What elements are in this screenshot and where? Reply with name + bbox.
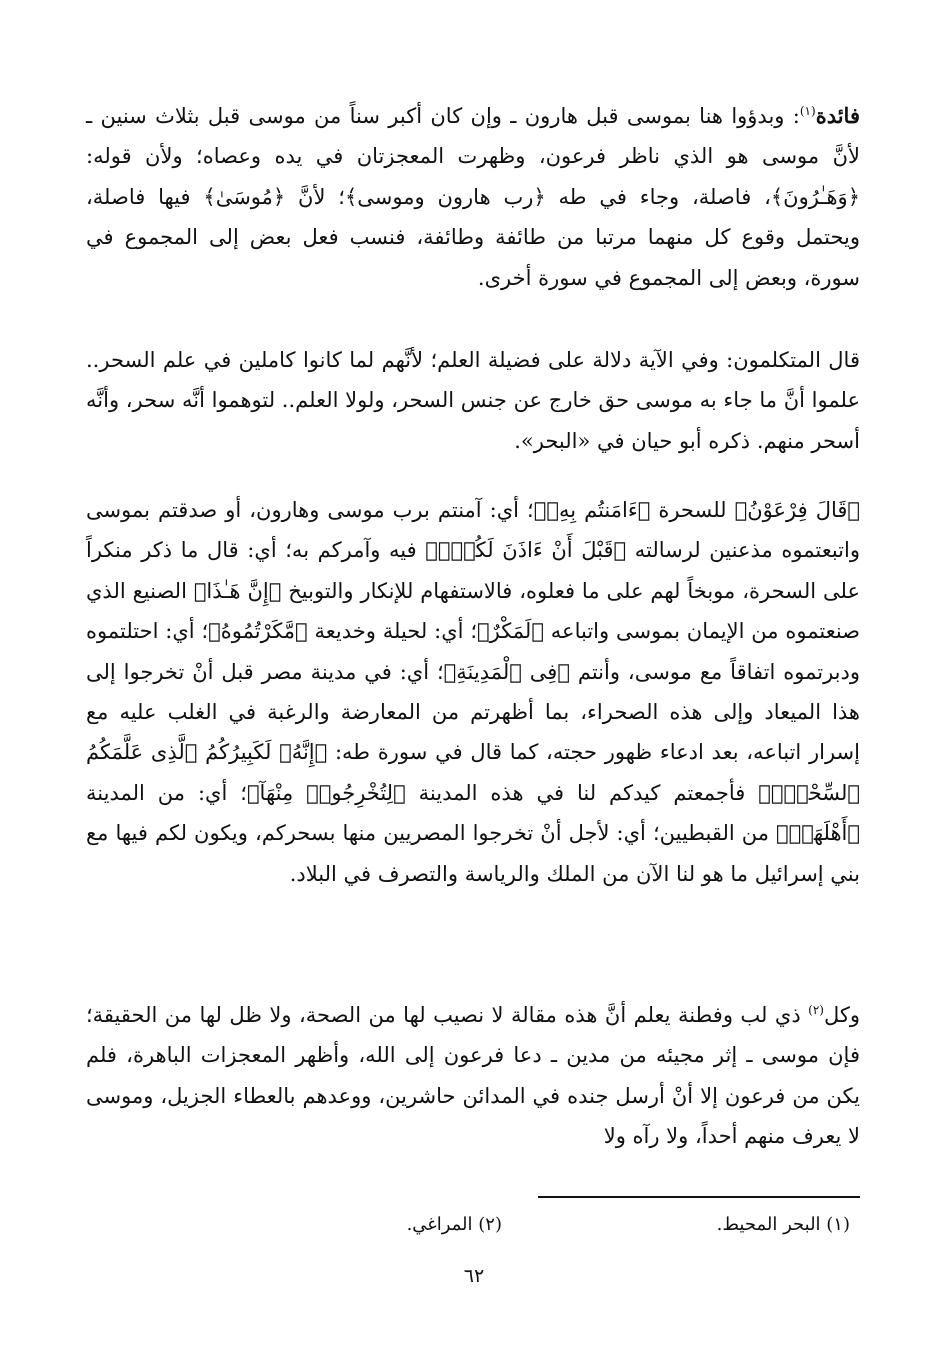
paragraph-benefit [86, 96, 860, 298]
paragraph-reasoning [86, 995, 860, 1157]
paragraph-text: : وبدؤوا هنا بموسى قبل هارون ـ وإن كان أكبر سناً من موسى قبل بثلاث سنين ـ لأنَّ موسى هو الذي ناظر فرعون، وظهرت المعجزتان في يده وعصاه؛ ولأن قوله: ﴿وَهَـٰرُونَ﴾، فاصلة، وجاء في طه ﴿رب هارون وموسى﴾؛ لأنَّ ﴿مُوسَىٰ﴾ فيها فاصلة، ويحتمل وقوع كل منهما مرتبا من طائفة وطائفة، فنسب فعل بعض إلى المجموع في سورة، وبعض إلى المجموع في سورة أخرى. [86, 104, 860, 290]
paragraph-theologians [86, 340, 860, 461]
paragraph-text: ذي لب وفطنة يعلم أنَّ هذه مقالة لا نصيب لها من الصحة، ولا ظل لها من الحقيقة؛ فإن موسى ـ إثر مجيئه من مدين ـ دعا فرعون إلى الله، وأظهر المعجزات الباهرة، فلم يكن من فرعون إلا أنْ أرسل جنده في المدائن حاشرين، ووعدهم بالعطاء الجزيل، وموسى لا يعرف منهم أحداً، ولا رآه ولا [86, 1003, 860, 1149]
footnote-ref-2: (٢) [808, 1003, 824, 1017]
footnote-divider [538, 1196, 860, 1198]
paragraph-text: ﴿قَالَ فِرْعَوْنُ﴾ للسحرة ﴿ءَامَنتُم بِهِۦ﴾؛ أي: آمنتم برب موسى وهارون، أو صدقتم بموسى واتبعتموه مذعنين لرسالته ﴿قَبْلَ أَنْ ءَاذَنَ لَكُمْۖ﴾ فيه وآمركم به؛ أي: قال ما ذكر منكراً على السحرة، موبخاً لهم على ما فعلوه، فالاستفهام للإنكار والتوبيخ ﴿إِنَّ هَـٰذَا﴾ الصنيع الذي صنعتموه من الإيمان بموسى واتباعه ﴿لَمَكْرٌ﴾؛ أي: لحيلة وخديعة ﴿مَّكَرْتُمُوهُ﴾؛ أي: احتلتموه ودبرتموه اتفاقاً مع موسى، وأنتم ﴿فِى ٱلْمَدِينَةِ﴾؛ أي: في مدينة مصر قبل أنْ تخرجوا إلى هذا الميعاد وإلى هذه الصحراء، بما أظهرتم من المعارضة والرغبة في الغلب عليه مع إسرار اتباعه، بعد ادعاء ظهور حجته، كما قال في سورة طه: ﴿إِنَّهُۥ لَكَبِيرُكُمُ ٱلَّذِى عَلَّمَكُمُ ٱلسِّحْرَۖ﴾ فأجمعتم كيدكم لنا في هذه المدينة ﴿لِتُخْرِجُوا۟ مِنْهَآ﴾؛ أي: من المدينة ﴿أَهْلَهَاۖ﴾ من القبطيين؛ أي: لأجل أنْ تخرجوا المصريين منها بسحركم، ويكون لكم فيها مع بني إسرائيل ما هو لنا الآن من الملك والرياسة والتصرف في البلاد. [86, 498, 860, 886]
paragraph-text: قال المتكلمون: وفي الآية دلالة على فضيلة العلم؛ لأنَّهم لما كانوا كاملين في علم السحر.. علموا أنَّ ما جاء به موسى حق خارج عن جنس السحر، ولولا العلم.. لتوهموا أنَّه سحر، وأنَّه أسحر منهم. ذكره أبو حيان في «البحر». [86, 348, 860, 453]
paragraph-lead-word: وكل [823, 1003, 860, 1027]
footnote-ref-1: (١) [799, 104, 816, 118]
footnote-2: (٢) المراغي. [406, 1214, 502, 1235]
footnote-1: (١) البحر المحيط. [716, 1214, 850, 1235]
benefit-label: فائدة [815, 103, 860, 128]
paragraph-pharaoh [86, 490, 860, 894]
page-number: ٦٢ [463, 1265, 485, 1287]
